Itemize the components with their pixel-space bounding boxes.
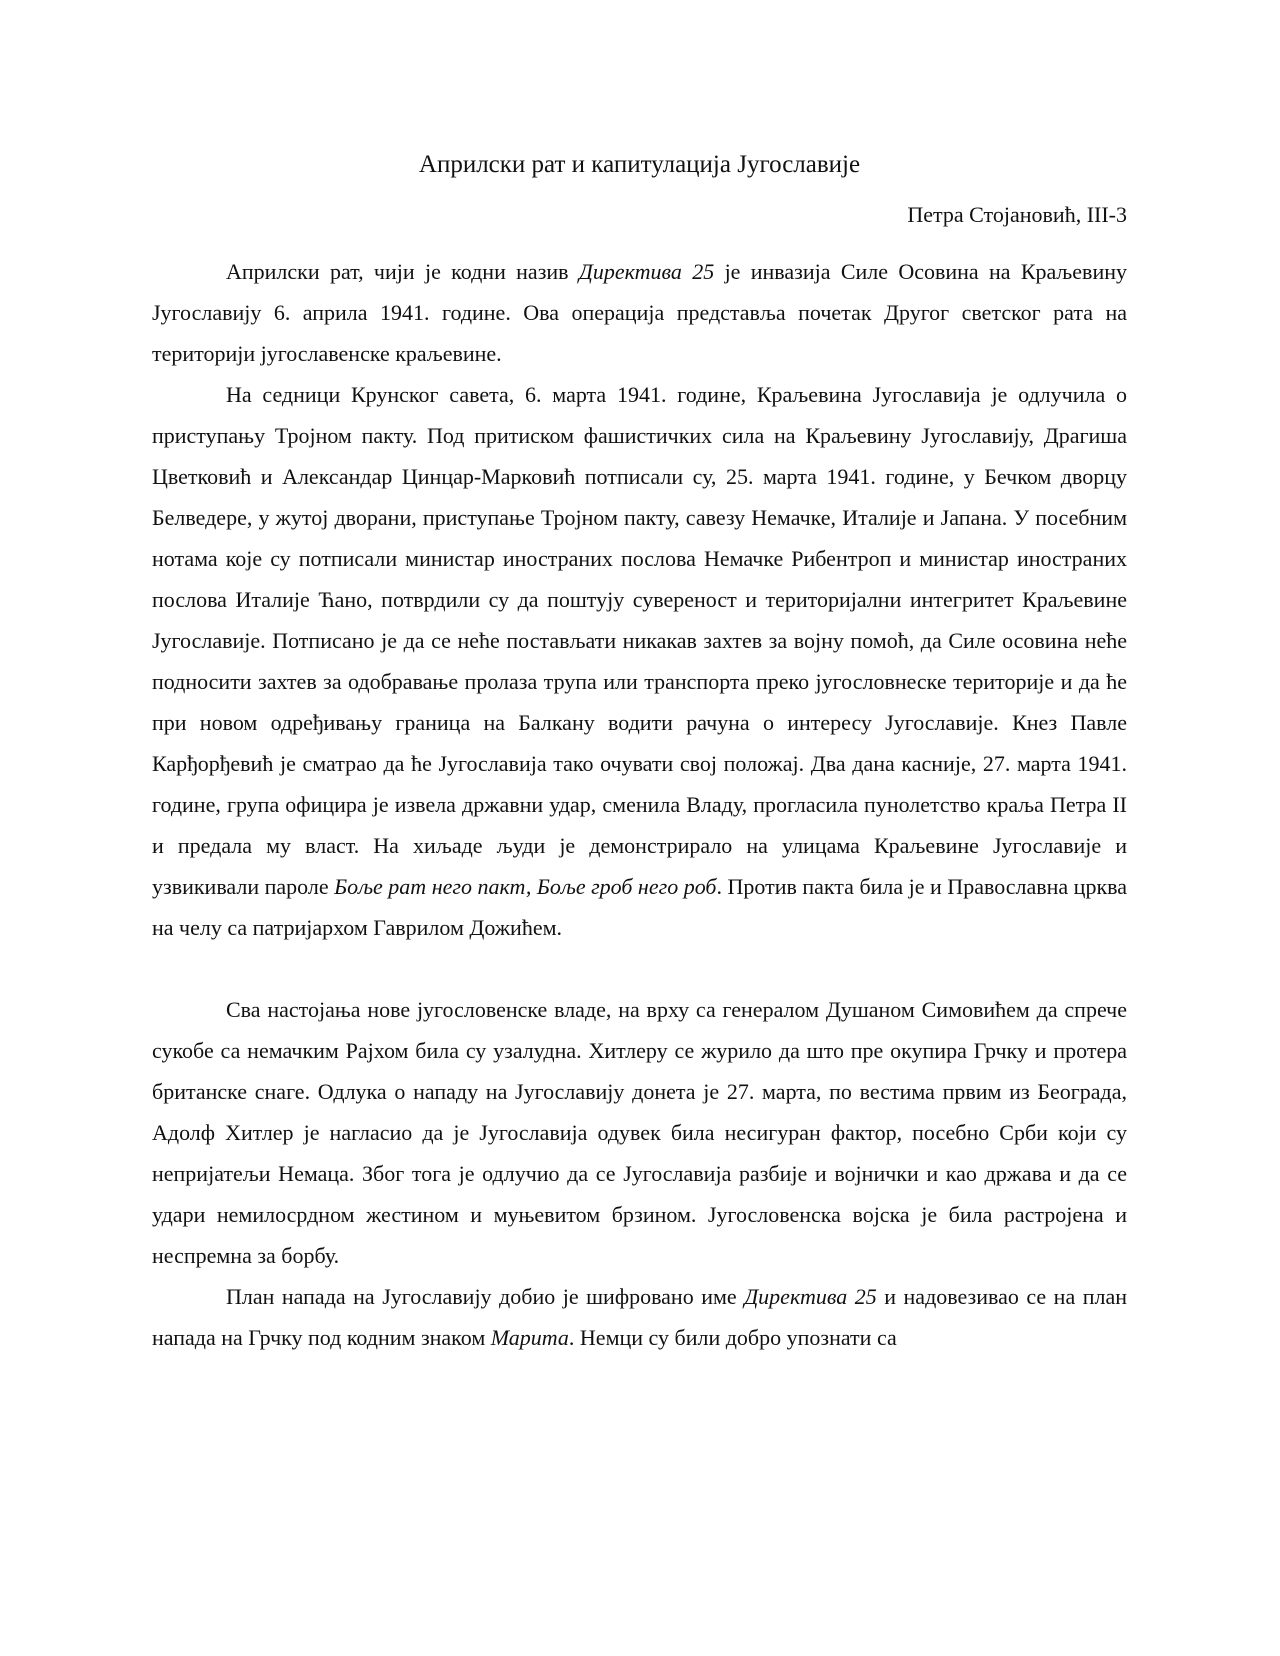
- paragraph-4-text-c: и надовезивао се на план напада на Грчку под кодним знаком: [152, 1284, 1128, 1350]
- paragraph-1-text-c: је инвазија Силе Осовина на Краљевину Југославију 6. априла 1941. године. Ова операција представља почетак Другог светског рата на територији југославенске краљевине.: [152, 259, 1127, 366]
- paragraph-1-text-a: Априлски рат, чији је кодни назив: [226, 259, 579, 284]
- paragraph-4: [152, 1276, 1127, 1358]
- document-title: Априлски рат и капитулација Југославије: [418, 151, 861, 178]
- paragraph-3: Сва настојања нове југословенске владе, на врху са генералом Душаном Симовићем да спрече сукобе са немачким Рајхом била су узалудна. Хитлеру се журило да што пре окупира Грчку и протера британске снаге. Одлука о нападу на Југославију донета је 27. марта, по вестима првим из Београда, Адолф Хитлер је нагласио да је Југославија одувек била несигуран фактор, посебно Срби који су непријатељи Немаца. Због тога је одлучио да се Југославија разбије и војнички и као држава и да се удари немилосрдном жестином и муњевитом брзином. Југословенска војска је била растројена и неспремна за борбу.: [152, 997, 1127, 1268]
- paragraph-2-italic-slogans: Боље рат него пакт, Боље гроб него роб: [334, 874, 717, 899]
- paragraph-2-text-a: На седници Крунског савета, 6. марта 1941. године, Краљевина Југославија је одлучила о приступању Тројном пакту. Под притиском фашистичких сила на Краљевину Југославију, Драгиша Цветковић и Александар Цинцар-Марковић потписали су, 25. марта 1941. године, у Бечком дворцу Белведере, у жутој дворани, приступање Тројном пакту, савезу Немачке, Италије и Јапана. У посебним нотама које су потписали министар иностраних послова Немачке Рибентроп и министар иностраних послова Италије Ћано, потврдили су да поштују сувереност и територијални интегритет Краљевине Југославије. Потписано је да се неће постављати никакав захтев за војну помоћ, да Силе осовина неће подносити захтев за одобравање пролаза трупа или транспорта преко југословнеске територије и да ће при новом одређивању граница на Балкану водити рачуна о интересу Југославије. Кнез Павле Карђорђевић је сматрао да ће Југославија тако очувати свој положај. Два дана касније, 27. марта 1941. године, група официра је извела државни удар, сменила Владу, прогласила пунолетство краља Петра II и предала му власт. На хиљаде људи је демонстрирало на улицама Краљевине Југославије и узвикивали пароле: [152, 382, 1127, 899]
- document-page: [152, 140, 1127, 1358]
- author-line: Петра Стојановић, III-3: [907, 202, 1127, 227]
- paragraph-4-italic-marita: Марита: [490, 1325, 569, 1350]
- paragraph-1: [152, 251, 1127, 374]
- paragraph-4-text-a: План напада на Југославију добио је шифровано име: [226, 1284, 745, 1309]
- paragraph-4-text-e: . Немци су били добро упознати са: [568, 1325, 897, 1350]
- paragraph-2-text-c: . Против пакта била је и Православна црква на челу са патријархом Гаврилом Дожићем.: [152, 874, 1127, 940]
- paragraph-2: [152, 374, 1127, 948]
- paragraph-4-italic-codename: Директива 25: [744, 1284, 877, 1309]
- paragraph-1-italic-codename: Директива 25: [578, 259, 715, 284]
- paragraph-gap: [152, 948, 1127, 989]
